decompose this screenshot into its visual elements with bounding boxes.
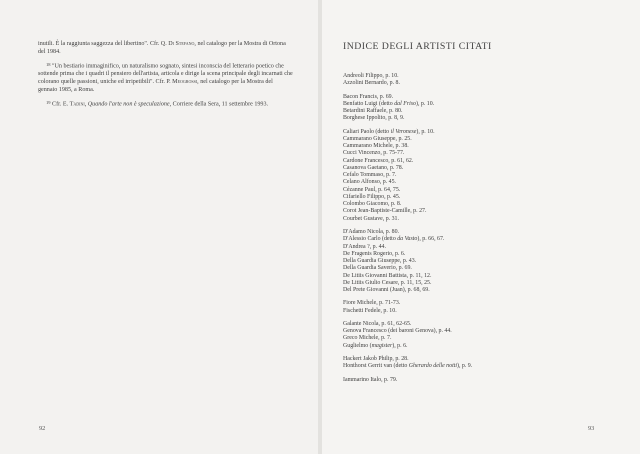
text-segment: De Litiis Giovanni Battista, p. 11, 12. xyxy=(343,272,432,279)
index-entry xyxy=(343,308,613,315)
text-segment: Del Prete Giovanni (Juan), p. 68, 69. xyxy=(343,287,430,294)
index-entry xyxy=(343,73,613,80)
text-segment: , Corriere della Sera, 11 settembre 1993. xyxy=(169,101,269,108)
book-gutter xyxy=(318,0,322,454)
text-segment: De Fragenis Rogerio, p. 6. xyxy=(343,250,406,257)
text-segment: Fiore Michele, p. 71-73. xyxy=(343,300,401,307)
text-segment: ), p. 6. xyxy=(392,342,408,349)
text-segment: Iammarino Italo, p. 79. xyxy=(343,376,398,383)
text-segment: Betardini Raffaele, p. 80. xyxy=(343,108,403,115)
text-segment: "Un bestiario immaginifico, un naturalismo sognato, sintesi inconscia del letterario poetico che sottende prima che i quadri il pensiero dell'artista, articola e dirige la scena principale degli incarnati che colorano quelle passioni, uniche ed irripetibili". Cfr. P. xyxy=(38,63,293,86)
text-segment: Di Stefano xyxy=(168,41,195,47)
text-segment: Gherardo delle notti xyxy=(408,363,457,370)
text-segment: inutili. È la raggiunta saggezza del libertino". Cfr. Q. xyxy=(38,41,169,47)
text-segment: Cfr. E. xyxy=(52,101,70,108)
footnote-number: 19 xyxy=(46,99,51,105)
index-entry xyxy=(343,194,613,201)
text-segment: Cammarano Giuseppe, p. 25. xyxy=(343,135,412,142)
text-segment: , nel catalogo per la Mostra di Ortona del 1984. xyxy=(38,41,286,55)
text-segment: Courbet Gustave, p. 31. xyxy=(343,215,399,222)
page-number-right: 93 xyxy=(588,425,595,432)
index-entry xyxy=(343,80,613,87)
text-segment: ), p. 9. xyxy=(456,363,473,370)
text-segment: Della Guardia Giuseppe, p. 43. xyxy=(343,258,417,265)
index-entry xyxy=(343,187,613,194)
text-segment: Andreoli Filippo, p. 10. xyxy=(343,73,399,79)
text-segment: Corot Jean-Baptiste-Camille, p. 27. xyxy=(343,208,427,215)
index-entry xyxy=(343,343,613,350)
text-segment: Cardone Francesco, p. 61, 62. xyxy=(343,157,414,164)
text-segment: Della Guardia Saverio, p. 69. xyxy=(343,265,412,272)
page-number-left: 92 xyxy=(39,425,46,432)
text-segment: Azzolini Bernardo, p. 8. xyxy=(343,80,400,87)
text-segment: Cucci Vincenzo, p. 75-77. xyxy=(343,150,405,157)
index-entry xyxy=(343,280,613,287)
index-entry xyxy=(343,208,613,215)
index-entry xyxy=(343,265,613,272)
text-segment: ), p. 66, 67. xyxy=(417,236,445,243)
artist-index xyxy=(343,73,613,390)
text-segment: Cefalo Tommaso, p. 7. xyxy=(343,172,397,179)
text-segment: Galante Nicola, p. 61, 62-65. xyxy=(343,320,412,327)
text-segment: dal Friso xyxy=(394,100,416,107)
index-entry xyxy=(343,377,613,384)
text-segment: Tadini xyxy=(69,101,85,108)
index-entry xyxy=(343,244,613,251)
text-segment: Casanova Gaetano, p. 78. xyxy=(343,164,404,171)
text-segment: Cifariello Filippo, p. 45. xyxy=(343,193,401,200)
index-entry xyxy=(343,363,613,370)
index-entry xyxy=(343,143,613,150)
text-segment: magister xyxy=(371,342,393,349)
footnote xyxy=(38,61,293,95)
index-entry xyxy=(343,101,613,108)
text-segment: Hackert Jakob Philip, p. 28. xyxy=(343,356,409,363)
index-letter-group xyxy=(343,300,613,315)
index-letter-group xyxy=(343,129,613,223)
index-entry xyxy=(343,335,613,342)
footnotes xyxy=(38,41,293,113)
index-entry xyxy=(343,136,613,143)
index-letter-group xyxy=(343,94,613,123)
index-entry xyxy=(343,273,613,280)
text-segment: Bacon Francis, p. 69. xyxy=(343,93,394,100)
footnote xyxy=(38,41,293,57)
text-segment: , xyxy=(84,101,88,108)
text-segment: il Veronese xyxy=(390,128,417,135)
index-letter-group xyxy=(343,229,613,294)
text-segment: D'Alessio Carlo (detto xyxy=(343,236,398,243)
text-segment: Colombo Giacomo, p. 8. xyxy=(343,201,402,208)
text-segment: Honthorst Gerrit van (detto xyxy=(343,363,409,370)
text-segment: Fischetti Fedele, p. 10. xyxy=(343,307,397,314)
index-entry xyxy=(343,328,613,335)
text-segment: ), p. 10. xyxy=(416,128,435,135)
index-entry xyxy=(343,201,613,208)
text-segment: De Litiis Giulio Cesare, p. 11, 15, 25. xyxy=(343,279,432,286)
index-letter-group xyxy=(343,356,613,371)
text-segment: Celano Alfonso, p. 45. xyxy=(343,179,397,186)
text-segment: D'Andrea ?, p. 44. xyxy=(343,243,386,250)
text-segment: Benfatto Luigi (detto xyxy=(343,100,395,107)
text-segment: Cézanne Paul, p. 64, 75. xyxy=(343,186,401,193)
text-segment: Guglielmo ( xyxy=(343,342,372,349)
index-entry xyxy=(343,300,613,307)
text-segment: , nel catalogo per la Mostra del gennaio 1985, a Roma. xyxy=(38,79,273,94)
index-entry xyxy=(343,115,613,122)
index-entry xyxy=(343,287,613,294)
footnote xyxy=(38,99,293,109)
text-segment: Cammarano Michele, p. 38. xyxy=(343,143,409,150)
index-letter-group xyxy=(343,73,613,88)
index-entry xyxy=(343,258,613,265)
index-letter-group xyxy=(343,321,613,350)
index-entry xyxy=(343,129,613,136)
text-segment: Quando l'arte non è speculazione xyxy=(87,101,170,108)
text-segment: ), p. 10. xyxy=(415,100,435,107)
index-entry xyxy=(343,179,613,186)
text-segment: Meogrossi xyxy=(172,79,198,86)
text-segment: Caliari Paolo (detto xyxy=(343,128,391,135)
index-entry xyxy=(343,108,613,115)
footnote-number: 18 xyxy=(46,61,51,67)
index-entry xyxy=(343,150,613,157)
index-entry xyxy=(343,251,613,258)
index-entry xyxy=(343,158,613,165)
index-title: INDICE DEGLI ARTISTI CITATI xyxy=(343,41,492,52)
text-segment: D'Adamo Nicola, p. 80. xyxy=(343,229,400,236)
index-entry xyxy=(343,236,613,243)
text-segment: Genova Francesco (dei baroni Genova), p. 44. xyxy=(343,328,452,335)
index-letter-group xyxy=(343,377,613,384)
text-segment: Borghese Ippolito, p. 8, 9. xyxy=(343,115,405,122)
index-entry xyxy=(343,94,613,101)
text-segment: da Vasto xyxy=(397,236,418,243)
text-segment: Greco Michele, p. 7. xyxy=(343,335,392,342)
index-entry xyxy=(343,216,613,223)
